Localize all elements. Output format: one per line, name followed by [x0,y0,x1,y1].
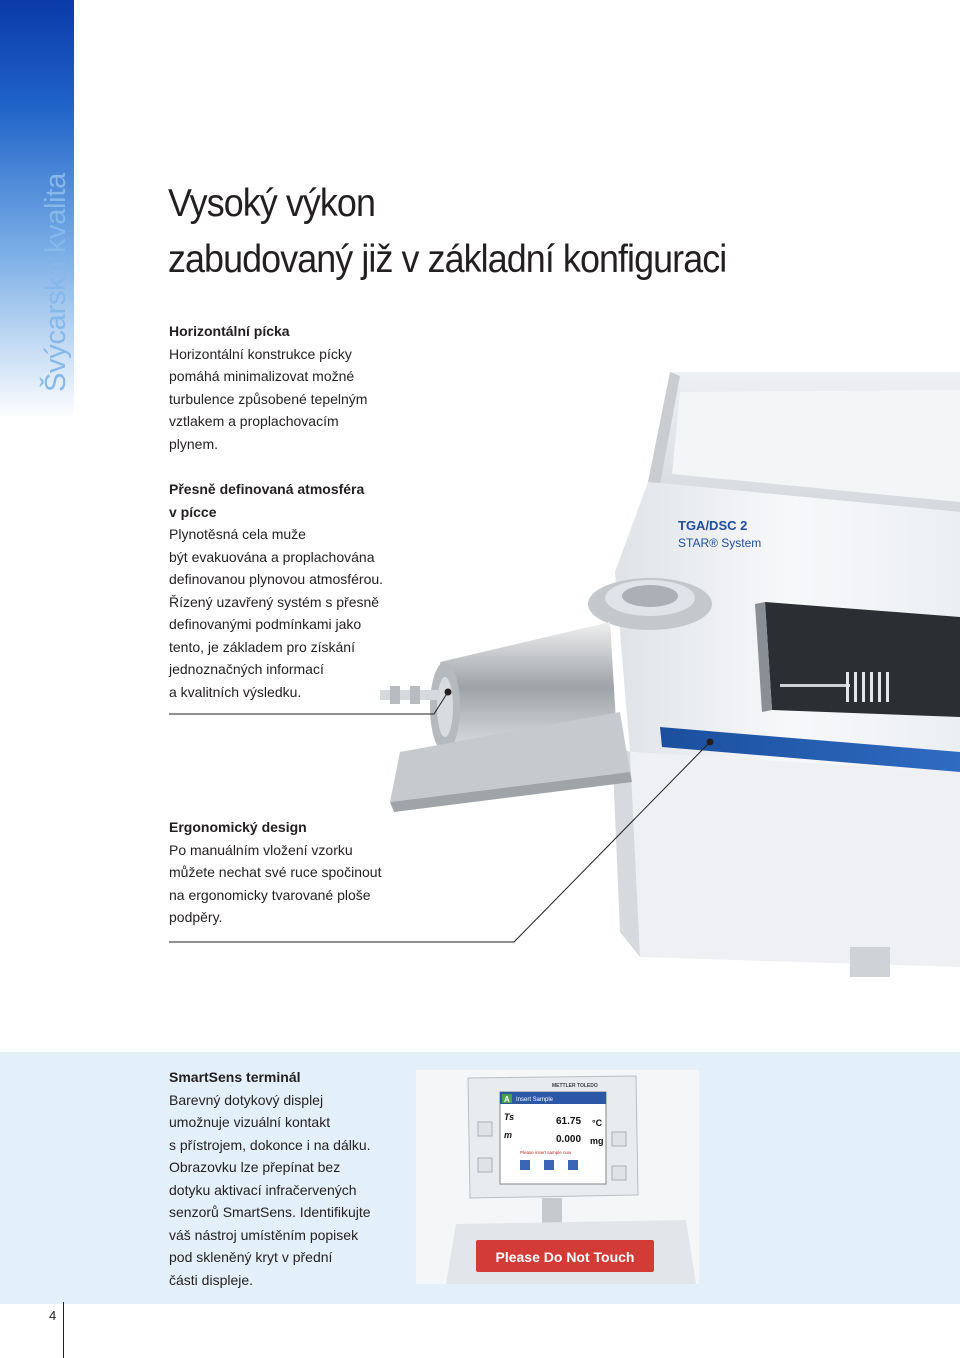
section-text: Plynotěsná cela muže být evakuována a proplachována definovanou plynovou atmosférou. Řízený uzavřený systém s přesně definovanými podmínkami jako tento, je základem pro získání jednoznačných informací a kvalitních výsledku. [169,526,384,700]
page-number-rule [63,1302,64,1358]
section-heading: Ergonomický design [169,819,307,835]
terminal-row2-value: 0.000 [556,1134,582,1145]
terminal-screen-letter: A [504,1095,510,1104]
instrument-illustration [380,372,960,992]
section-smartsens [169,1066,409,1291]
section-horizontal-furnace [169,320,389,455]
section-heading: SmartSens terminál [169,1069,301,1085]
section-text: Horizontální konstrukce pícky pomáhá minimalizovat možné turbulence způsobené tepelným vztlakem a proplachovacím plynem. [169,345,368,452]
page-number: 4 [49,1308,57,1323]
terminal-row1-label: Ts [504,1112,515,1122]
section-heading: Přesně definovaná atmosféra v pícce [169,481,365,520]
terminal-row2-unit: mg [590,1136,604,1146]
section-heading: Horizontální pícka [169,323,290,339]
section-text: Po manuálním vložení vzorku můžete nechat své ruce spočinout na ergonomicky tvarované ploše podpěry. [169,841,382,925]
terminal-notice: Please insert sample now [520,1150,572,1155]
terminal-illustration [416,1070,699,1284]
section-text: Barevný dotykový displej umožnuje vizuální kontakt s přístrojem, dokonce i na dálku. Obrazovku lze přepínat bez dotyku aktivací infračervených senzorů SmartSens. Identifikujte váš nástroj umístěním popisek pod skleněný kryt v přední části displeje. [169,1091,371,1288]
headline-line-2: zabudovaný již v základní konfiguraci [168,238,727,281]
terminal-row1-unit: °C [592,1118,603,1128]
terminal-photo [416,1070,699,1284]
sidebar-title: Švýcarská kvalita [40,173,72,392]
section-ergonomic [169,816,399,929]
section-atmosphere [169,478,399,703]
terminal-row1-value: 61.75 [556,1116,582,1127]
page-headline [168,176,726,288]
instrument-label-system: STAR® System [678,536,762,550]
terminal-screen-title: Insert Sample [516,1097,554,1103]
terminal-brand: METTLER TOLEDO [552,1083,598,1089]
headline-line-1: Vysoký výkon [168,182,375,225]
instrument-photo [380,372,960,992]
terminal-row2-label: m [504,1130,513,1140]
instrument-label-model: TGA/DSC 2 [678,518,748,533]
terminal-sign: Please Do Not Touch [495,1249,635,1265]
